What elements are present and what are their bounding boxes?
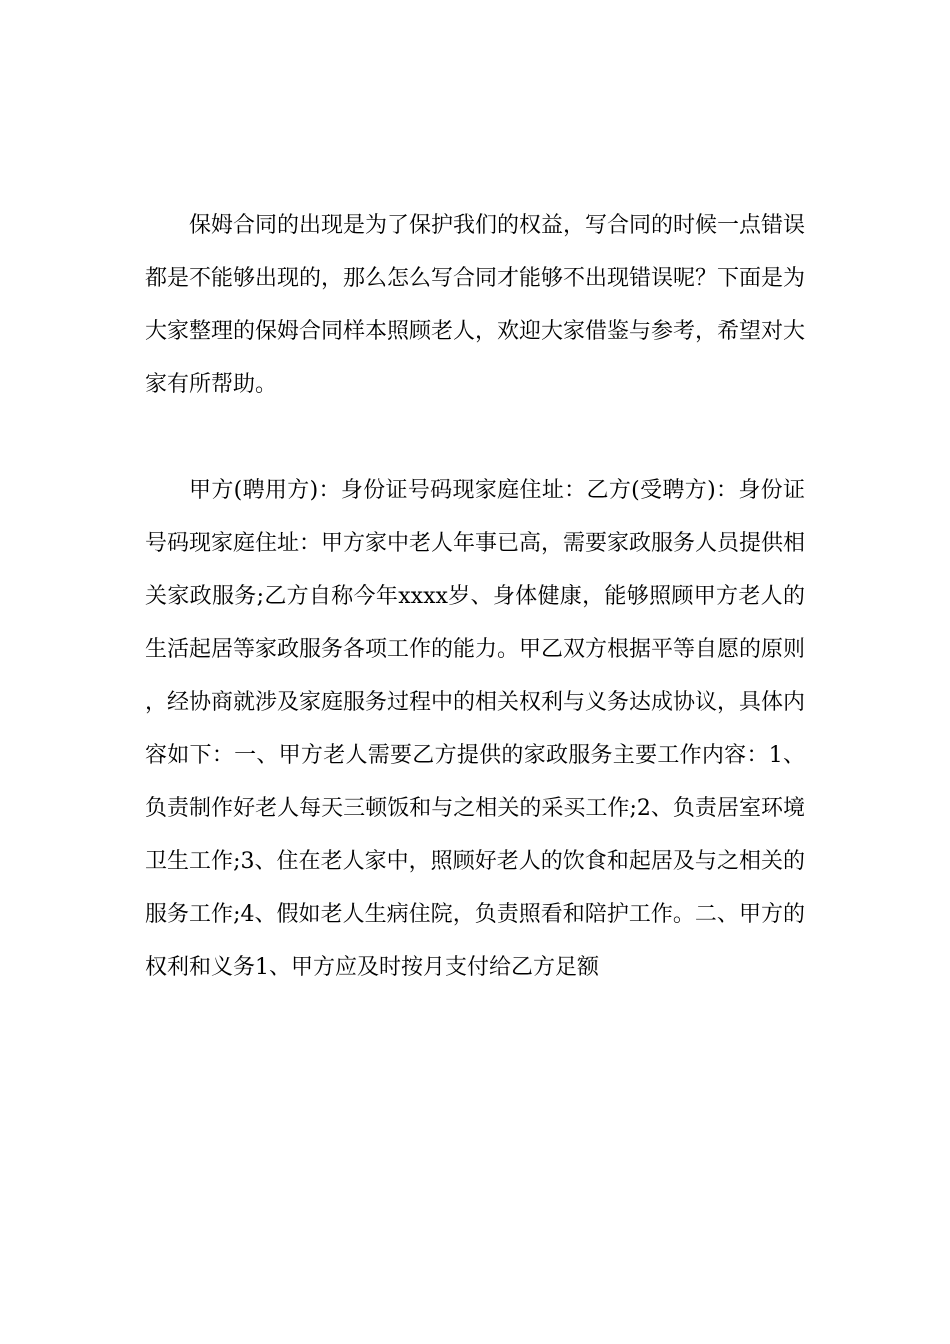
contract-paragraph: 甲方(聘用方)：身份证号码现家庭住址：乙方(受聘方)：身份证号码现家庭住址：甲方家中老人年事已高，需要家政服务人员提供相关家政服务;乙方自称今年xxxx岁、身体健康，能够照顾甲方老人的生活起居等家政服务各项工作的能力。甲乙双方根据平等自愿的原则，经协商就涉及家庭服务过程中的相关权利与义务达成协议，具体内容如下：一、甲方老人需要乙方提供的家政服务主要工作内容：1、负责制作好老人每天三顿饭和与之相关的采买工作;2、负责居室环境卫生工作;3、住在老人家中，照顾好老人的饮食和起居及与之相关的服务工作;4、假如老人生病住院，负责照看和陪护工作。二、甲方的权利和义务1、甲方应及时按月支付给乙方足额 xyxy=(145,478,806,980)
document-body xyxy=(145,199,805,994)
intro-paragraph: 保姆合同的出现是为了保护我们的权益，写合同的时候一点错误都是不能够出现的，那么怎么写合同才能够不出现错误呢？下面是为大家整理的保姆合同样本照顾老人，欢迎大家借鉴与参考，希望对大家有所帮助。 xyxy=(145,213,806,397)
